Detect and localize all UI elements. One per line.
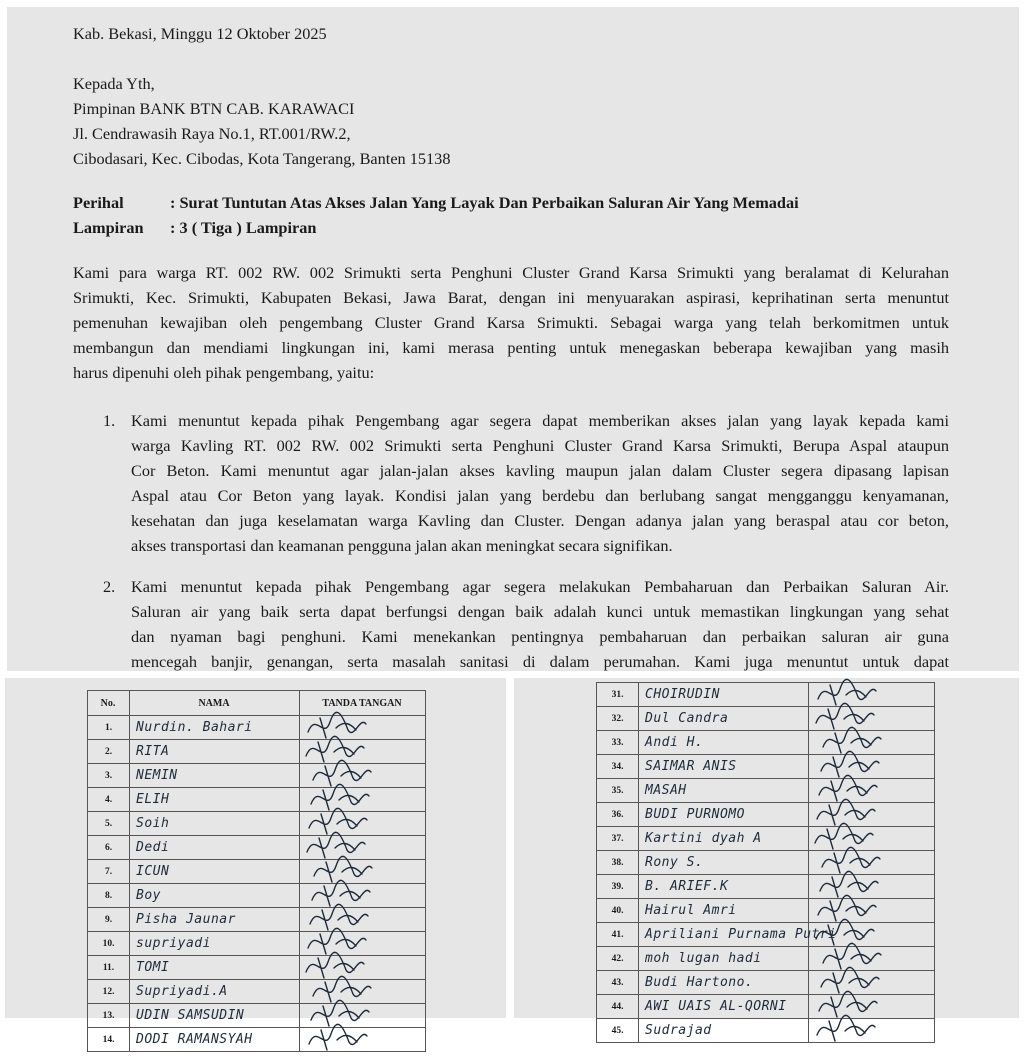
- intro-line: harus dipenuhi oleh pihak pengembang, yaitu:: [73, 363, 375, 382]
- row-number: 13.: [88, 1004, 130, 1028]
- signer-name: Soih: [130, 812, 300, 836]
- signer-name: UDIN SAMSUDIN: [130, 1004, 300, 1028]
- item1-line: Kami menuntut kepada pihak Pengembang agar segera dapat memberikan akses jalan yang layak kepada kami: [131, 411, 949, 430]
- row-number: 42.: [597, 947, 639, 971]
- header-cell: [130, 691, 300, 716]
- row-number: 39.: [597, 875, 639, 899]
- item1-line: warga Kavling RT. 002 RW. 002 Srimukti serta Penghuni Cluster Grand Karsa Srimukti, Berupa Aspal ataupun: [131, 436, 949, 455]
- signer-name: AWI UAIS AL-QORNI: [639, 995, 809, 1019]
- row-number: 5.: [88, 812, 130, 836]
- place-date: Kab. Bekasi, Minggu 12 Oktober 2025: [73, 24, 327, 43]
- signer-name: Andi H.: [639, 731, 809, 755]
- row-number: 10.: [88, 932, 130, 956]
- signer-name: CHOIRUDIN: [639, 683, 809, 707]
- row-number: 7.: [88, 860, 130, 884]
- lampiran-label: Lampiran: [73, 218, 144, 237]
- letter-page: [7, 7, 1019, 671]
- signature-sheet-right: [514, 678, 1019, 1038]
- item2-line: Kami menuntut kepada pihak Pengembang agar segera melakukan Pembaharuan dan Perbaikan Saluran Air.: [131, 577, 949, 596]
- signature-cell: [300, 1028, 426, 1052]
- signer-name: supriyadi: [130, 932, 300, 956]
- row-number: 38.: [597, 851, 639, 875]
- signer-name: Boy: [130, 884, 300, 908]
- intro-line: membangun dan mendiami lingkungan ini, kami merasa penting untuk menegaskan beberapa kewajiban yang masih: [73, 338, 949, 357]
- salutation: Kepada Yth,: [73, 74, 155, 93]
- table-row: [597, 1019, 935, 1043]
- item2-line: dan nyaman bagi penghuni. Kami menekankan pentingnya pembaharuan dan perbaikan saluran air guna: [131, 627, 949, 646]
- item-number: 1.: [103, 411, 116, 430]
- handwritten-signature: [809, 1013, 889, 1047]
- perihal-value: : Surat Tuntutan Atas Akses Jalan Yang Layak Dan Perbaikan Saluran Air Yang Memadai: [170, 193, 799, 212]
- signer-name: BUDI PURNOMO: [639, 803, 809, 827]
- intro-line: Kami para warga RT. 002 RW. 002 Srimukti serta Penghuni Cluster Grand Karsa Srimukti yang beralamat di Kelurahan: [73, 263, 949, 282]
- signer-name: RITA: [130, 740, 300, 764]
- table-row: [88, 1028, 426, 1052]
- signer-name: Supriyadi.A: [130, 980, 300, 1004]
- signature-table-right: [596, 682, 935, 1043]
- row-number: 9.: [88, 908, 130, 932]
- row-number: 32.: [597, 707, 639, 731]
- row-number: 2.: [88, 740, 130, 764]
- signer-name: Nurdin. Bahari: [130, 716, 300, 740]
- recipient-line: Cibodasari, Kec. Cibodas, Kota Tangerang, Banten 15138: [73, 149, 451, 168]
- signer-name: TOMI: [130, 956, 300, 980]
- signer-name: ICUN: [130, 860, 300, 884]
- signer-name: Dul Candra: [639, 707, 809, 731]
- row-number: 37.: [597, 827, 639, 851]
- row-number: 35.: [597, 779, 639, 803]
- item1-line: kesehatan dan juga keselamatan warga Kavling dan Cluster. Dengan adanya jalan yang beraspal atau cor beton,: [131, 511, 949, 530]
- row-number: 14.: [88, 1028, 130, 1052]
- signer-name: moh lugan hadi: [639, 947, 809, 971]
- recipient-line: Jl. Cendrawasih Raya No.1, RT.001/RW.2,: [73, 124, 351, 143]
- row-number: 36.: [597, 803, 639, 827]
- row-number: 44.: [597, 995, 639, 1019]
- row-number: 40.: [597, 899, 639, 923]
- row-number: 12.: [88, 980, 130, 1004]
- intro-line: pemenuhan kewajiban oleh pengembang Cluster Grand Karsa Srimukti. Sebagai warga yang telah berkomitmen untuk: [73, 313, 949, 332]
- row-number: 41.: [597, 923, 639, 947]
- row-number: 8.: [88, 884, 130, 908]
- row-number: 43.: [597, 971, 639, 995]
- recipient-line: Pimpinan BANK BTN CAB. KARAWACI: [73, 99, 355, 118]
- row-number: 33.: [597, 731, 639, 755]
- signer-name: ELIH: [130, 788, 300, 812]
- signer-name: DODI RAMANSYAH: [130, 1028, 300, 1052]
- item2-line: Saluran air yang baik serta dapat berfungsi dengan baik adalah kunci untuk memastikan lingkungan yang sehat: [131, 602, 949, 621]
- row-number: 3.: [88, 764, 130, 788]
- item1-line: Aspal atau Cor Beton yang layak. Kondisi jalan yang berdebu dan berlubang sangat mengganggu kenyamanan,: [131, 486, 949, 505]
- column-header-nama: NAMA: [198, 698, 230, 709]
- signer-name: NEMIN: [130, 764, 300, 788]
- signer-name: Dedi: [130, 836, 300, 860]
- signer-name: MASAH: [639, 779, 809, 803]
- signature-sheet-left: [5, 678, 506, 1047]
- signer-name: Hairul Amri: [639, 899, 809, 923]
- row-number: 31.: [597, 683, 639, 707]
- signer-name: Rony S.: [639, 851, 809, 875]
- signer-name: Apriliani Purnama Putri: [639, 923, 809, 947]
- item1-line: akses transportasi dan keamanan pengguna jalan akan meningkat secara signifikan.: [131, 536, 673, 555]
- header-cell: [88, 691, 130, 716]
- signature-cell: [809, 1019, 935, 1043]
- item1-line: Cor Beton. Kami menuntut agar jalan-jalan akses kavling maupun jalan dalam Cluster segera dipasang lapisan: [131, 461, 949, 480]
- signer-name: Kartini dyah A: [639, 827, 809, 851]
- row-number: 1.: [88, 716, 130, 740]
- row-number: 6.: [88, 836, 130, 860]
- column-header-no: No.: [100, 698, 116, 709]
- signer-name: Sudrajad: [639, 1019, 809, 1043]
- row-number: 34.: [597, 755, 639, 779]
- column-header-tanda-tangan: TANDA TANGAN: [322, 698, 402, 709]
- signer-name: SAIMAR ANIS: [639, 755, 809, 779]
- signature-table-left: [87, 690, 426, 1052]
- lampiran-value: : 3 ( Tiga ) Lampiran: [170, 218, 317, 237]
- item-number: 2.: [103, 577, 116, 596]
- row-number: 11.: [88, 956, 130, 980]
- signer-name: B. ARIEF.K: [639, 875, 809, 899]
- signer-name: Budi Hartono.: [639, 971, 809, 995]
- perihal-label: Perihal: [73, 193, 124, 212]
- intro-line: Srimukti, Kec. Srimukti, Kabupaten Bekasi, Jawa Barat, dengan ini menyuarakan aspirasi, keprihatinan serta menuntut: [73, 288, 949, 307]
- row-number: 45.: [597, 1019, 639, 1043]
- handwritten-signature: [300, 1022, 380, 1056]
- row-number: 4.: [88, 788, 130, 812]
- item2-line: mencegah banjir, genangan, serta masalah sanitasi di dalam perumahan. Kami juga menuntut untuk dapat: [131, 652, 949, 671]
- signer-name: Pisha Jaunar: [130, 908, 300, 932]
